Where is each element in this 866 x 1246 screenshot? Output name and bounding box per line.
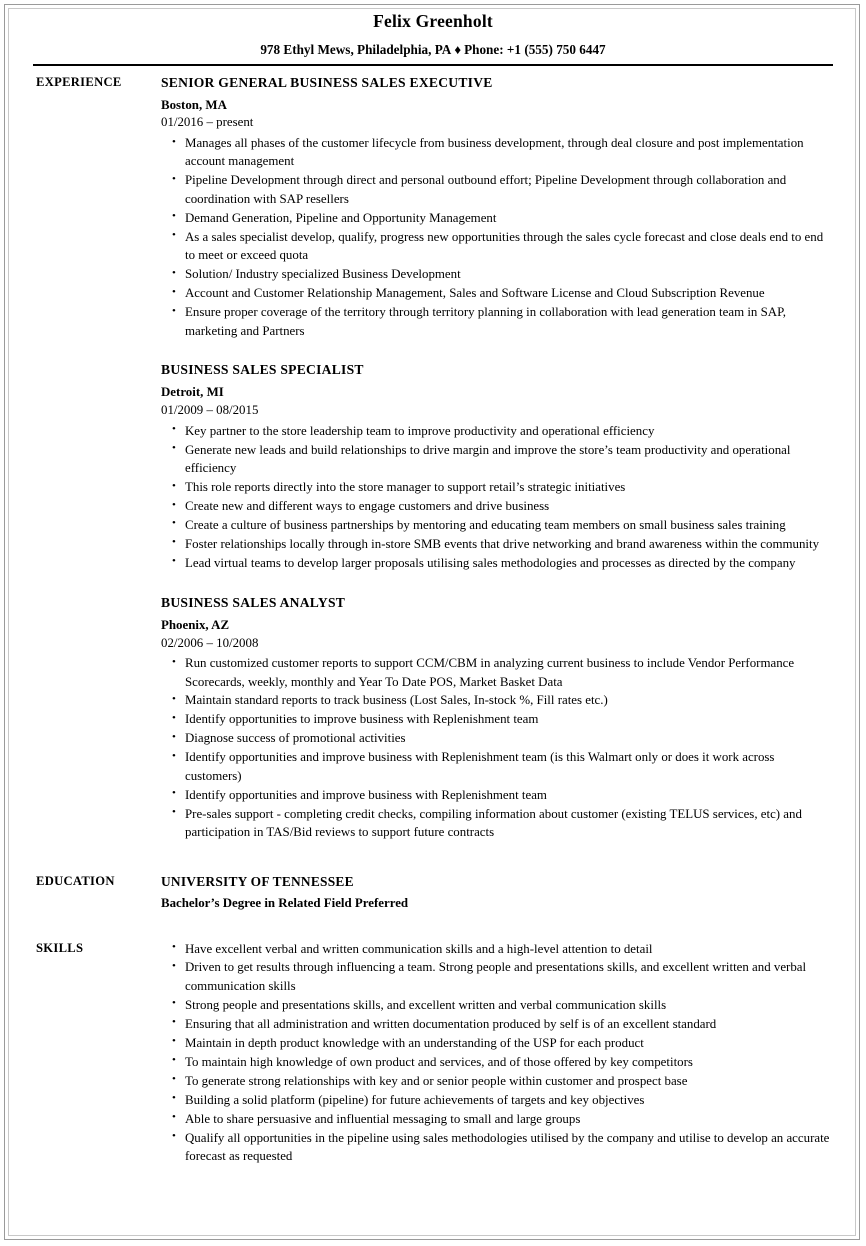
bullet-item: • Building a solid platform (pipeline) for future achievements of targets and key objectives — [161, 1091, 832, 1109]
job-title: SENIOR GENERAL BUSINESS SALES EXECUTIVE — [161, 74, 493, 90]
bullet-list — [161, 651, 832, 842]
education-entry — [161, 873, 832, 911]
job-location: Detroit, MI — [161, 385, 224, 400]
bullet-item: • Able to share persuasive and influential messaging to small and large groups — [161, 1110, 832, 1128]
bullet-item: • Identify opportunities to improve business with Replenishment team — [161, 710, 832, 728]
job-location: Phoenix, AZ — [161, 617, 230, 632]
job-list — [161, 74, 832, 842]
bullet-item: • Maintain in depth product knowledge with an understanding of the USP for each product — [161, 1034, 832, 1052]
bullet-item: • Generate new leads and build relationships to drive margin and improve the store’s team productivity and operational efficiency — [161, 441, 832, 478]
resume-header — [0, 0, 866, 66]
bullet-item: • To maintain high knowledge of own product and services, and of those offered by key competitors — [161, 1053, 832, 1071]
bullet-item: • Driven to get results through influencing a team. Strong people and presentations skills, and excellent written and verbal communication skills — [161, 958, 832, 995]
section-label-skills: SKILLS — [36, 940, 84, 955]
bullet-item: • Ensure proper coverage of the territory through territory planning in collaboration with lead generation team in SAP, marketing and Partners — [161, 303, 832, 340]
bullet-item: • This role reports directly into the store manager to support retail’s strategic initiatives — [161, 478, 832, 496]
bullet-item: • Have excellent verbal and written communication skills and a high-level attention to detail — [161, 940, 832, 958]
bullet-item: • Pre-sales support - completing credit checks, compiling information about customer (existing TELUS services, etc) and participation in TAS/Bid reviews to support future contracts — [161, 805, 832, 842]
job-dates: 01/2009 – 08/2015 — [161, 403, 259, 418]
job-entry — [161, 573, 832, 842]
bullet-item: • Key partner to the store leadership team to improve productivity and operational efficiency — [161, 422, 832, 440]
bullet-item: • Run customized customer reports to support CCM/CBM in analyzing current business to include Vendor Performance Scorecards, weekly, monthly and Year To Date POS, Market Basket Data — [161, 654, 832, 691]
bullet-item: • Qualify all opportunities in the pipeline using sales methodologies utilised by the company and utilise to develop an accurate forecast as requested — [161, 1129, 832, 1166]
section-skills — [0, 912, 866, 1166]
bullet-item: • Manages all phases of the customer lifecycle from business development, through deal closure and post implementation account management — [161, 134, 832, 171]
contact-address: 978 Ethyl Mews, Philadelphia, PA — [260, 41, 452, 57]
section-label-education: EDUCATION — [36, 874, 115, 889]
bullet-item: • Maintain standard reports to track business (Lost Sales, In-stock %, Fill rates etc.) — [161, 691, 832, 709]
bullet-item: • Ensuring that all administration and written documentation produced by self is of an excellent standard — [161, 1015, 832, 1033]
bullet-list — [161, 131, 832, 340]
job-title: BUSINESS SALES SPECIALIST — [161, 362, 364, 378]
bullet-item: • Demand Generation, Pipeline and Opportunity Management — [161, 209, 832, 227]
bullet-item: • Create a culture of business partnerships by mentoring and educating team members on small business sales training — [161, 516, 832, 534]
bullet-item: • Strong people and presentations skills, and excellent written and verbal communication skills — [161, 996, 832, 1014]
section-experience — [0, 74, 866, 842]
job-dates: 01/2016 – present — [161, 115, 254, 130]
education-degree: Bachelor’s Degree in Related Field Preferred — [161, 895, 409, 910]
education-content — [161, 873, 866, 911]
bullet-list — [161, 419, 832, 573]
contact-phone: Phone: +1 (555) 750 6447 — [464, 41, 606, 57]
job-title: BUSINESS SALES ANALYST — [161, 594, 346, 610]
candidate-name: Felix Greenholt — [373, 11, 493, 31]
job-dates: 02/2006 – 10/2008 — [161, 635, 259, 650]
section-label-column — [0, 940, 161, 956]
skills-list — [161, 940, 832, 1166]
bullet-item: • Create new and different ways to engage customers and drive business — [161, 497, 832, 515]
education-school: UNIVERSITY OF TENNESSEE — [161, 874, 354, 890]
bullet-item: • Identify opportunities and improve business with Replenishment team — [161, 786, 832, 804]
bullet-item: • Account and Customer Relationship Management, Sales and Software License and Cloud Subscription Revenue — [161, 284, 832, 302]
job-location: Boston, MA — [161, 97, 227, 112]
section-label-column — [0, 873, 161, 889]
bullet-item: • To generate strong relationships with key and or senior people within customer and prospect base — [161, 1072, 832, 1090]
bullet-item: • Pipeline Development through direct and personal outbound effort; Pipeline Development through collaboration and coordination with SAP resellers — [161, 171, 832, 208]
job-entry — [161, 340, 832, 572]
diamond-separator-icon: ♦ — [454, 41, 462, 57]
bullet-item: • Identify opportunities and improve business with Replenishment team (is this Walmart only or does it work across customers) — [161, 748, 832, 785]
bullet-item: • Diagnose success of promotional activities — [161, 729, 832, 747]
resume-body — [0, 66, 866, 1166]
bullet-item: • As a sales specialist develop, qualify, progress new opportunities through the sales cycle forecast and close deals end to end to meet or exceed quota — [161, 228, 832, 265]
section-education — [0, 842, 866, 911]
bullet-item: • Solution/ Industry specialized Business Development — [161, 265, 832, 283]
bullet-item: • Foster relationships locally through in-store SMB events that drive networking and brand awareness within the community — [161, 535, 832, 553]
bullet-item: • Lead virtual teams to develop larger proposals utilising sales methodologies and processes as directed by the company — [161, 554, 832, 572]
skills-content — [161, 940, 866, 1166]
section-label-column — [0, 74, 161, 90]
job-entry — [161, 74, 832, 340]
education-list — [161, 873, 832, 911]
experience-content — [161, 74, 866, 842]
contact-line — [0, 34, 866, 58]
section-label-experience: EXPERIENCE — [36, 74, 122, 89]
